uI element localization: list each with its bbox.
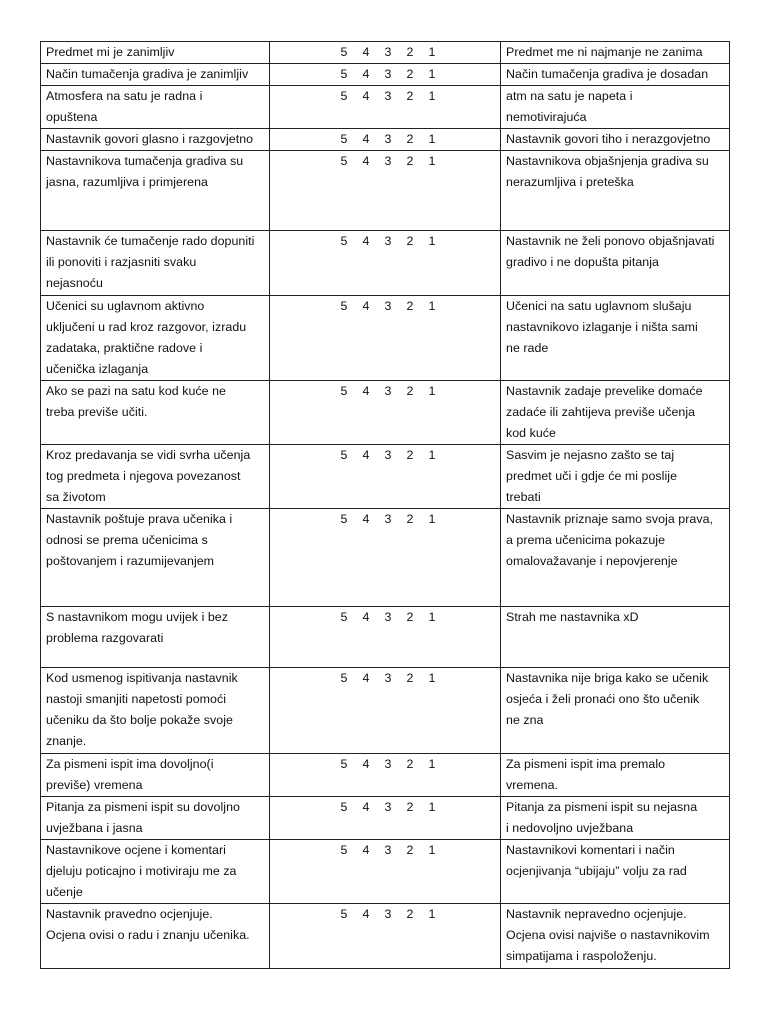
negative-statement-cell (501, 607, 730, 668)
rating-option-4[interactable]: 4 (362, 512, 370, 526)
rating-option-2[interactable]: 2 (406, 610, 414, 624)
positive-statement-cell (41, 296, 270, 381)
positive-statement-cell (41, 904, 270, 969)
rating-option-5[interactable]: 5 (340, 67, 348, 81)
rating-scale-cell (270, 86, 501, 129)
rating-option-1[interactable]: 1 (428, 800, 436, 814)
rating-option-1[interactable]: 1 (428, 907, 436, 921)
rating-option-1[interactable]: 1 (428, 757, 436, 771)
table-row (41, 445, 730, 509)
rating-option-2[interactable]: 2 (406, 299, 414, 313)
rating-option-4[interactable]: 4 (362, 800, 370, 814)
rating-scale-cell (270, 42, 501, 64)
rating-option-3[interactable]: 3 (384, 299, 392, 313)
rating-option-1[interactable]: 1 (428, 384, 436, 398)
rating-option-3[interactable]: 3 (384, 154, 392, 168)
negative-statement-cell (501, 840, 730, 904)
rating-scale-cell (270, 840, 501, 904)
rating-option-2[interactable]: 2 (406, 757, 414, 771)
rating-option-5[interactable]: 5 (340, 384, 348, 398)
rating-scale-cell (270, 231, 501, 296)
positive-statement-cell (41, 86, 270, 129)
rating-option-5[interactable]: 5 (340, 234, 348, 248)
positive-statement: Učenici su uglavnom aktivno uključeni u rad kroz razgovor, izradu zadataka, praktične radove i učenička izlaganja (46, 299, 247, 376)
negative-statement-cell (501, 904, 730, 969)
positive-statement: Nastavnik pravedno ocjenjuje. Ocjena ovisi o radu i znanju učenika. (46, 907, 250, 942)
positive-statement: Nastavnik će tumačenje rado dopuniti ili ponoviti i razjasniti svaku nejasnoću (46, 234, 255, 290)
positive-statement: Nastavnikova tumačenja gradiva su jasna, razumljiva i primjerena (46, 154, 244, 189)
negative-statement-cell (501, 231, 730, 296)
rating-scale (270, 754, 500, 775)
table-row (41, 151, 730, 231)
table-row (41, 42, 730, 64)
rating-option-1[interactable]: 1 (428, 671, 436, 685)
rating-option-5[interactable]: 5 (340, 512, 348, 526)
rating-option-5[interactable]: 5 (340, 154, 348, 168)
rating-option-5[interactable]: 5 (340, 907, 348, 921)
rating-scale (270, 840, 500, 861)
table-row (41, 509, 730, 607)
negative-statement: Sasvim je nejasno zašto se taj predmet uči i gdje će mi poslije trebati (506, 448, 678, 504)
negative-statement: Nastavnik priznaje samo svoja prava, a prema učenicima pokazuje omalovažavanje i nepovjerenje (506, 512, 714, 568)
rating-option-4[interactable]: 4 (362, 89, 370, 103)
positive-statement: Način tumačenja gradiva je zanimljiv (46, 67, 249, 81)
rating-option-1[interactable]: 1 (428, 89, 436, 103)
rating-scale (270, 445, 500, 466)
positive-statement: S nastavnikom mogu uvijek i bez problema razgovarati (46, 610, 228, 645)
rating-option-2[interactable]: 2 (406, 67, 414, 81)
rating-option-1[interactable]: 1 (428, 843, 436, 857)
positive-statement-cell (41, 381, 270, 445)
rating-option-5[interactable]: 5 (340, 610, 348, 624)
table-row (41, 797, 730, 840)
rating-option-4[interactable]: 4 (362, 234, 370, 248)
rating-option-4[interactable]: 4 (362, 45, 370, 59)
survey-page (40, 41, 729, 969)
rating-option-1[interactable]: 1 (428, 132, 436, 146)
rating-option-5[interactable]: 5 (340, 843, 348, 857)
rating-option-3[interactable]: 3 (384, 384, 392, 398)
negative-statement: Nastavnik govori tiho i nerazgovjetno (506, 132, 711, 146)
rating-option-4[interactable]: 4 (362, 843, 370, 857)
rating-option-3[interactable]: 3 (384, 67, 392, 81)
rating-option-5[interactable]: 5 (340, 800, 348, 814)
table-row (41, 381, 730, 445)
rating-option-3[interactable]: 3 (384, 89, 392, 103)
rating-option-2[interactable]: 2 (406, 384, 414, 398)
rating-scale-cell (270, 904, 501, 969)
positive-statement-cell (41, 151, 270, 231)
rating-option-2[interactable]: 2 (406, 132, 414, 146)
negative-statement: Nastavnik ne želi ponovo objašnjavati gradivo i ne dopušta pitanja (506, 234, 715, 269)
negative-statement-cell (501, 668, 730, 754)
positive-statement-cell (41, 64, 270, 86)
table-row (41, 668, 730, 754)
positive-statement: Za pismeni ispit ima dovoljno(i previšе) vremena (46, 757, 214, 792)
positive-statement-cell (41, 840, 270, 904)
rating-scale (270, 64, 500, 85)
rating-scale (270, 509, 500, 530)
rating-scale-cell (270, 129, 501, 151)
rating-option-3[interactable]: 3 (384, 610, 392, 624)
negative-statement-cell (501, 509, 730, 607)
negative-statement-cell (501, 64, 730, 86)
positive-statement: Kroz predavanja se vidi svrha učenja tog predmeta i njegova povezanost sa životom (46, 448, 251, 504)
negative-statement-cell (501, 754, 730, 797)
positive-statement-cell (41, 129, 270, 151)
negative-statement-cell (501, 86, 730, 129)
positive-statement: Kod usmenog ispitivanja nastavnik nastoji smanjiti napetosti pomoći učeniku da što bolje pokaže svoje znanje. (46, 671, 238, 748)
rating-scale-cell (270, 151, 501, 231)
positive-statement-cell (41, 445, 270, 509)
rating-option-2[interactable]: 2 (406, 154, 414, 168)
positive-statement-cell (41, 607, 270, 668)
positive-statement-cell (41, 754, 270, 797)
rating-option-3[interactable]: 3 (384, 448, 392, 462)
rating-option-4[interactable]: 4 (362, 384, 370, 398)
rating-scale-cell (270, 445, 501, 509)
rating-scale (270, 151, 500, 172)
positive-statement-cell (41, 231, 270, 296)
positive-statement-cell (41, 668, 270, 754)
table-row (41, 86, 730, 129)
rating-scale (270, 381, 500, 402)
rating-option-3[interactable]: 3 (384, 757, 392, 771)
rating-scale (270, 129, 500, 150)
rating-option-2[interactable]: 2 (406, 89, 414, 103)
rating-scale (270, 42, 500, 63)
positive-statement: Predmet mi je zanimljiv (46, 45, 175, 59)
negative-statement: Način tumačenja gradiva je dosadan (506, 67, 709, 81)
table-row (41, 129, 730, 151)
rating-option-4[interactable]: 4 (362, 154, 370, 168)
rating-option-4[interactable]: 4 (362, 67, 370, 81)
rating-option-3[interactable]: 3 (384, 132, 392, 146)
negative-statement: Nastavnikovi komentari i način ocjenjivanja “ubijaju” volju za rad (506, 843, 687, 878)
rating-option-1[interactable]: 1 (428, 45, 436, 59)
rating-option-5[interactable]: 5 (340, 132, 348, 146)
rating-option-2[interactable]: 2 (406, 671, 414, 685)
rating-option-1[interactable]: 1 (428, 67, 436, 81)
rating-option-2[interactable]: 2 (406, 907, 414, 921)
table-row (41, 296, 730, 381)
rating-option-2[interactable]: 2 (406, 448, 414, 462)
negative-statement: Strah me nastavnika xD (506, 610, 639, 624)
rating-option-3[interactable]: 3 (384, 234, 392, 248)
negative-statement-cell (501, 151, 730, 231)
rating-scale (270, 668, 500, 689)
negative-statement-cell (501, 381, 730, 445)
rating-option-3[interactable]: 3 (384, 800, 392, 814)
rating-option-5[interactable]: 5 (340, 45, 348, 59)
positive-statement-cell (41, 509, 270, 607)
rating-option-4[interactable]: 4 (362, 671, 370, 685)
positive-statement: Nastavnikove ocjene i komentari djeluju poticajno i motiviraju me za učenje (46, 843, 237, 899)
negative-statement-cell (501, 296, 730, 381)
rating-table-body (41, 42, 730, 969)
rating-table (40, 41, 730, 969)
positive-statement-cell (41, 797, 270, 840)
rating-scale (270, 904, 500, 925)
rating-scale-cell (270, 381, 501, 445)
negative-statement-cell (501, 42, 730, 64)
rating-scale-cell (270, 64, 501, 86)
rating-scale-cell (270, 509, 501, 607)
rating-option-3[interactable]: 3 (384, 843, 392, 857)
rating-option-1[interactable]: 1 (428, 234, 436, 248)
rating-option-5[interactable]: 5 (340, 448, 348, 462)
rating-option-3[interactable]: 3 (384, 512, 392, 526)
negative-statement: Nastavnik nepravedno ocjenjuje. Ocjena ovisi najviše o nastavnikovim simpatijama i raspoloženju. (506, 907, 710, 963)
rating-option-2[interactable]: 2 (406, 234, 414, 248)
rating-option-1[interactable]: 1 (428, 512, 436, 526)
positive-statement: Nastavnik govori glasno i razgovjetno (46, 132, 254, 146)
rating-option-2[interactable]: 2 (406, 512, 414, 526)
rating-option-3[interactable]: 3 (384, 45, 392, 59)
table-row (41, 607, 730, 668)
rating-option-2[interactable]: 2 (406, 843, 414, 857)
negative-statement-cell (501, 129, 730, 151)
rating-option-1[interactable]: 1 (428, 154, 436, 168)
rating-scale (270, 231, 500, 252)
table-row (41, 904, 730, 969)
rating-option-4[interactable]: 4 (362, 907, 370, 921)
rating-scale (270, 86, 500, 107)
rating-scale (270, 607, 500, 628)
rating-option-4[interactable]: 4 (362, 299, 370, 313)
negative-statement: Nastavnikova objašnjenja gradiva su nerazumljiva i preteška (506, 154, 709, 189)
rating-option-1[interactable]: 1 (428, 299, 436, 313)
rating-option-4[interactable]: 4 (362, 132, 370, 146)
negative-statement: Pitanja za pismeni ispit su nejasna i nedovoljno uvježbana (506, 800, 698, 835)
rating-scale-cell (270, 607, 501, 668)
negative-statement-cell (501, 445, 730, 509)
rating-option-2[interactable]: 2 (406, 800, 414, 814)
table-row (41, 231, 730, 296)
rating-option-3[interactable]: 3 (384, 907, 392, 921)
negative-statement: Za pismeni ispit ima premalo vremena. (506, 757, 666, 792)
positive-statement: Ako se pazi na satu kod kuće ne treba previše učiti. (46, 384, 226, 419)
negative-statement: Predmet me ni najmanje ne zanima (506, 45, 703, 59)
table-row (41, 64, 730, 86)
rating-option-4[interactable]: 4 (362, 610, 370, 624)
rating-option-1[interactable]: 1 (428, 448, 436, 462)
positive-statement: Atmosfera na satu je radna i opuštena (46, 89, 203, 124)
rating-scale-cell (270, 754, 501, 797)
rating-option-5[interactable]: 5 (340, 299, 348, 313)
rating-scale (270, 797, 500, 818)
negative-statement-cell (501, 797, 730, 840)
rating-scale-cell (270, 797, 501, 840)
negative-statement: Nastavnika nije briga kako se učenik osjeća i želi pronaći ono što učenik ne zna (506, 671, 709, 727)
negative-statement: Učenici na satu uglavnom slušaju nastavnikovo izlaganje i ništa sami ne rade (506, 299, 698, 355)
rating-option-4[interactable]: 4 (362, 448, 370, 462)
rating-option-4[interactable]: 4 (362, 757, 370, 771)
rating-scale-cell (270, 296, 501, 381)
negative-statement: Nastavnik zadaje prevelike domaće zadaće ili zahtijeva previše učenja kod kuće (506, 384, 703, 440)
rating-option-1[interactable]: 1 (428, 610, 436, 624)
rating-option-5[interactable]: 5 (340, 89, 348, 103)
negative-statement: atm na satu je napeta i nemotivirajuća (506, 89, 633, 124)
positive-statement: Nastavnik poštuje prava učenika i odnosi se prema učenicima s poštovanjem i razumijevanjem (46, 512, 233, 568)
positive-statement: Pitanja za pismeni ispit su dovoljno uvježbana i jasna (46, 800, 240, 835)
rating-scale (270, 296, 500, 317)
rating-option-2[interactable]: 2 (406, 45, 414, 59)
positive-statement-cell (41, 42, 270, 64)
rating-option-5[interactable]: 5 (340, 757, 348, 771)
rating-option-3[interactable]: 3 (384, 671, 392, 685)
rating-scale-cell (270, 668, 501, 754)
rating-option-5[interactable]: 5 (340, 671, 348, 685)
table-row (41, 754, 730, 797)
table-row (41, 840, 730, 904)
